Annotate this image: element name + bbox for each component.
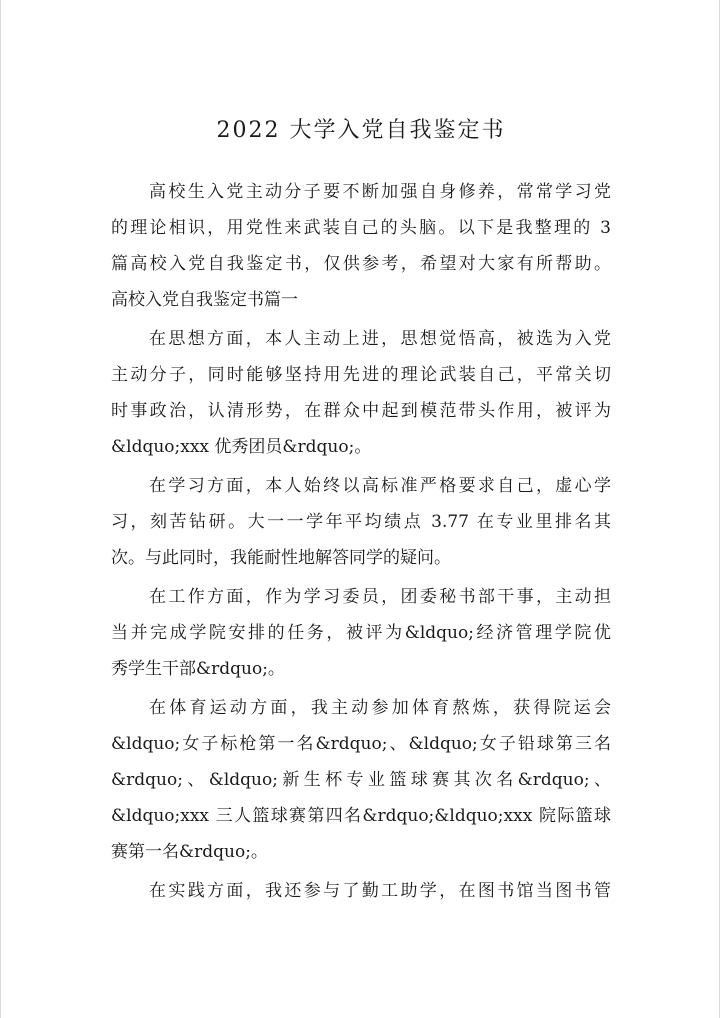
- text-line: &rdquo;、&ldquo;新生杯专业篮球赛其次名&rdquo;、: [111, 770, 611, 790]
- text-line: &ldquo;xxx 三人篮球赛第四名&rdquo;&ldquo;xxx 院际篮球: [111, 806, 611, 826]
- text-line: 的理论相识，用党性来武装自己的头脑。以下是我整理的 3: [111, 218, 611, 238]
- text-line: 在体育运动方面，我主动参加体育熬炼，获得院运会: [149, 698, 611, 718]
- text-line: 当并完成学院安排的任务，被评为&ldquo;经济管理学院优: [111, 623, 611, 643]
- text-line: 在学习方面，本人始终以高标准严格要求自己，虚心学: [149, 476, 611, 496]
- section-heading: 高校入党自我鉴定书篇一: [111, 290, 298, 310]
- text-line: 习，刻苦钻研。大一一学年平均绩点 3.77 在专业里排名其: [111, 512, 611, 532]
- text-line: 主动分子，同时能够坚持用先进的理论武装自己，平常关切: [111, 365, 611, 385]
- text-line: 秀学生干部&rdquo;。: [111, 659, 285, 679]
- document-title: 2022 大学入党自我鉴定书: [216, 118, 506, 143]
- text-line: &ldquo;女子标枪第一名&rdquo;、&ldquo;女子铅球第三名: [111, 734, 611, 754]
- text-line: 时事政治，认清形势，在群众中起到模范带头作用，被评为: [111, 401, 611, 421]
- text-line: 次。与此同时，我能耐性地解答同学的疑问。: [111, 548, 451, 568]
- text-line: 在思想方面，本人主动上进，思想觉悟高，被选为入党: [149, 329, 611, 349]
- text-line: 在实践方面，我还参与了勤工助学，在图书馆当图书管: [149, 881, 611, 901]
- text-line: 高校生入党主动分子要不断加强自身修养，常常学习党: [149, 182, 611, 202]
- text-line: 篇高校入党自我鉴定书，仅供参考，希望对大家有所帮助。: [111, 254, 611, 274]
- text-line: &ldquo;xxx 优秀团员&rdquo;。: [111, 437, 372, 457]
- document-body: [111, 174, 611, 909]
- text-line: 赛第一名&rdquo;。: [111, 842, 268, 862]
- text-line: 在工作方面，作为学习委员，团委秘书部干事，主动担: [149, 587, 611, 607]
